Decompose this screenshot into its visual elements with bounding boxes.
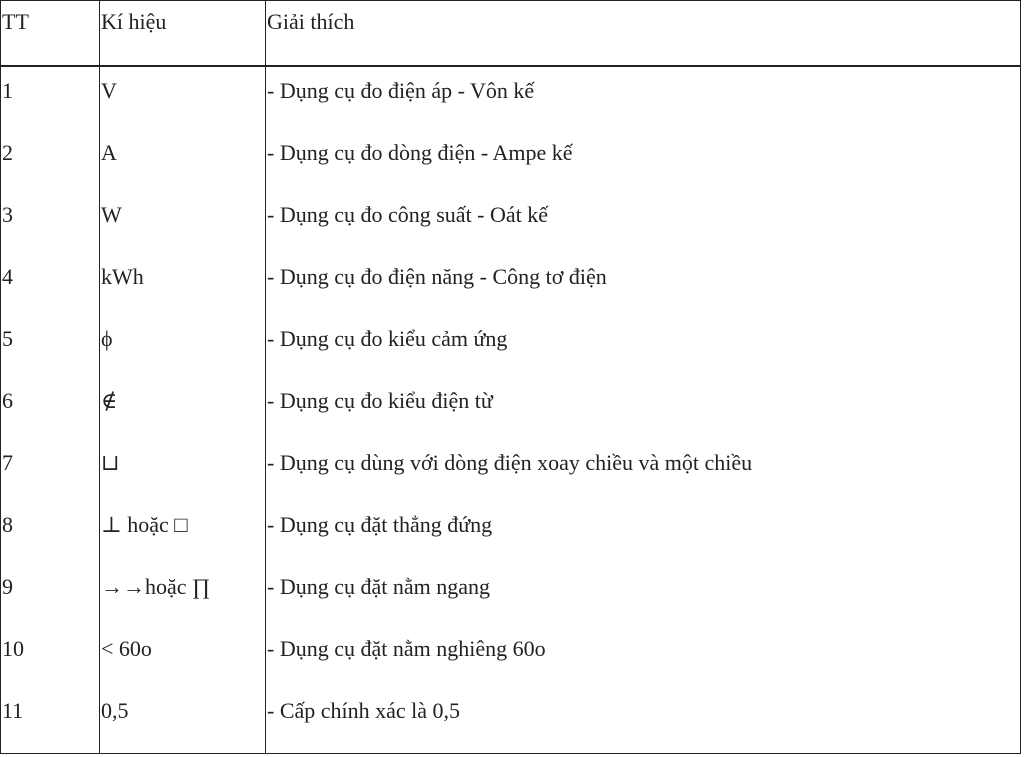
row-symbol: ⊥ hoặc □ (100, 504, 266, 566)
row-tt: 1 (1, 66, 100, 132)
row-tt: 7 (1, 442, 100, 504)
row-explanation: - Dụng cụ đo công suất - Oát kế (266, 194, 1021, 256)
row-symbol: 0,5 (100, 690, 266, 754)
table-row (1, 628, 1021, 690)
row-tt: 4 (1, 256, 100, 318)
row-symbol: ϕ (100, 318, 266, 380)
table-row (1, 380, 1021, 442)
table-row (1, 318, 1021, 380)
table-row (1, 442, 1021, 504)
row-explanation: - Dụng cụ đo điện năng - Công tơ điện (266, 256, 1021, 318)
row-tt: 10 (1, 628, 100, 690)
row-symbol: A (100, 132, 266, 194)
row-explanation: - Dụng cụ đo kiểu điện từ (266, 380, 1021, 442)
row-explanation: - Dụng cụ dùng với dòng điện xoay chiều và một chiều (266, 442, 1021, 504)
table-row (1, 132, 1021, 194)
table-row (1, 66, 1021, 132)
row-symbol: W (100, 194, 266, 256)
row-symbol: →→hoặc ∏ (100, 566, 266, 628)
header-explanation: Giải thích (266, 1, 1021, 67)
header-row (1, 1, 1021, 67)
header-tt: TT (1, 1, 100, 67)
table-header (1, 1, 1021, 67)
row-symbol: ⊔ (100, 442, 266, 504)
table-row (1, 194, 1021, 256)
row-tt: 2 (1, 132, 100, 194)
row-explanation: - Dụng cụ đo điện áp - Vôn kế (266, 66, 1021, 132)
row-tt: 5 (1, 318, 100, 380)
row-tt: 3 (1, 194, 100, 256)
row-explanation: - Dụng cụ đo dòng điện - Ampe kế (266, 132, 1021, 194)
row-symbol: V (100, 66, 266, 132)
row-symbol: kWh (100, 256, 266, 318)
table-row (1, 566, 1021, 628)
row-symbol: ∉ (100, 380, 266, 442)
table-row (1, 504, 1021, 566)
row-explanation: - Cấp chính xác là 0,5 (266, 690, 1021, 754)
row-explanation: - Dụng cụ đặt nằm ngang (266, 566, 1021, 628)
row-tt: 9 (1, 566, 100, 628)
row-tt: 11 (1, 690, 100, 754)
row-tt: 8 (1, 504, 100, 566)
row-explanation: - Dụng cụ đo kiểu cảm ứng (266, 318, 1021, 380)
table-row (1, 256, 1021, 318)
table-body (1, 66, 1021, 754)
row-explanation: - Dụng cụ đặt thẳng đứng (266, 504, 1021, 566)
table-row (1, 690, 1021, 754)
header-symbol: Kí hiệu (100, 1, 266, 67)
row-symbol: < 60o (100, 628, 266, 690)
row-explanation: - Dụng cụ đặt nằm nghiêng 60o (266, 628, 1021, 690)
row-tt: 6 (1, 380, 100, 442)
